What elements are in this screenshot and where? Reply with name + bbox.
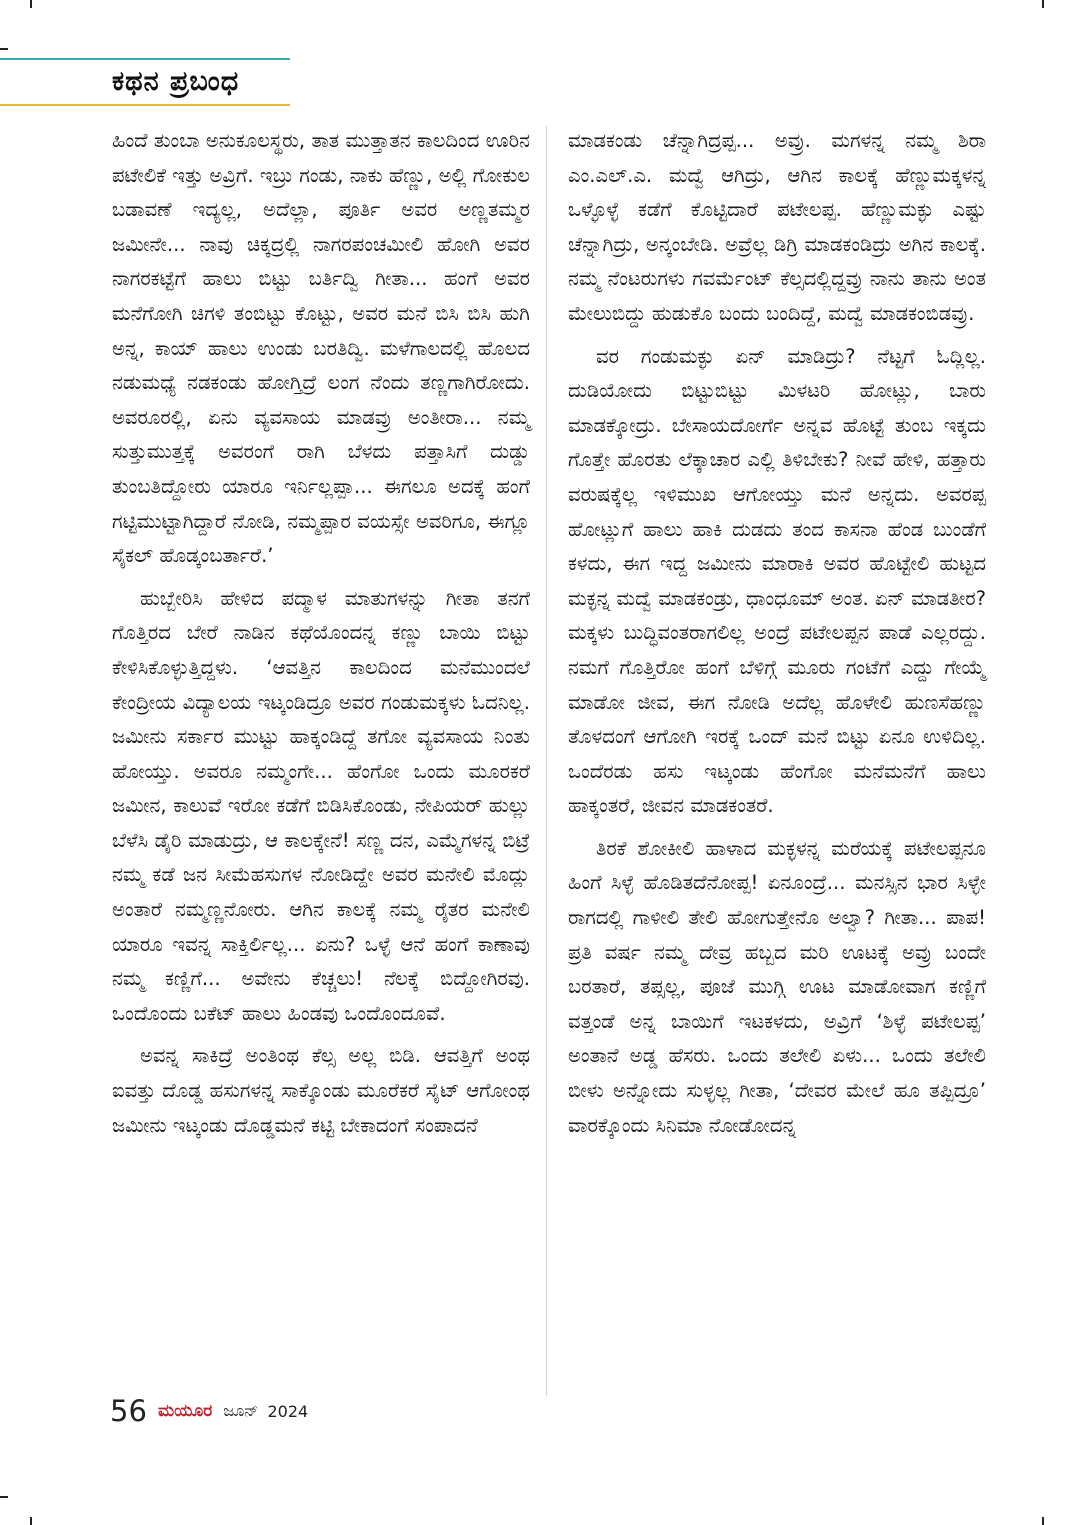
paragraph: ಅವನ್ನ ಸಾಕಿದ್ರೆ ಅಂತಿಂಥ ಕೆಲ್ಸ ಅಲ್ಲ ಬಿಡಿ. ಆವತ್ತಿಗೆ ಅಂಥ ಐವತ್ತು ದೊಡ್ಡ ಹಸುಗಳನ್ನ ಸಾಕ್ಕೊಂಡು ಮೂರೆಕರೆ ಸೈಟ್ ಆಗೋಂಥ ಜಮೀನು ಇಟ್ಕಂಡು ದೊಡ್ಡಮನೆ ಕಟ್ಟಿ ಬೇಕಾದಂಗೆ ಸಂಪಾದನೆ xyxy=(112,1044,530,1137)
paragraph: ವರ ಗಂಡುಮಕ್ಳು ಏನ್ ಮಾಡಿದ್ರು? ನೆಟ್ಟಗೆ ಓದ್ಲಿಲ್ಲ. ದುಡಿಯೋದು ಬಿಟ್ಟುಬಿಟ್ಟು ಮಿಳಟರಿ ಹೋಟ್ಲು, ಬಾರು ಮಾಡಕ್ಕೋದ್ರು. ಬೇಸಾಯದೋರ್ಗೆ ಅನ್ನವ ಹೊಟ್ಟೆ ತುಂಬ ಇಕ್ಕದು ಗೊತ್ತೇ ಹೊರತು ಲೆಕ್ಕಾಚಾರ ಎಲ್ಲಿ ತಿಳಿಬೇಕು? ನೀವೆ ಹೇಳಿ, ಹತ್ತಾರು ವರುಷಕ್ಕೆಲ್ಲ ಇಳಿಮುಖ ಆಗೋಯ್ತು ಮನೆ ಅನ್ನದು. ಅವರಪ್ಪ ಹೋಟ್ಲುಗೆ ಹಾಲು ಹಾಕಿ ದುಡದು ತಂದ ಕಾಸನಾ ಹೆಂಡ ಬುಂಡೆಗೆ ಕಳದು, ಈಗ ಇದ್ದ ಜಮೀನು ಮಾರಾಕಿ ಅವರ ಹೊಟ್ಟೇಲಿ ಹುಟ್ಟದ ಮಕ್ಳನ್ನ ಮದ್ವೆ ಮಾಡಕಂಡ್ರು, ಧಾಂಧೂಮ್ ಅಂತ. ಏನ್ ಮಾಡತೀರ? ಮಕ್ಕಳು ಬುದ್ಧಿವಂತರಾಗಲಿಲ್ಲ ಅಂದ್ರೆ ಪಟೇಲಪ್ಪನ ಪಾಡೆ ಎಲ್ಲರದ್ದು. ನಮಗೆ ಗೊತ್ತಿರೋ ಹಂಗೆ ಬೆಳಿಗ್ಗೆ ಮೂರು ಗಂಟೆಗೆ ಎದ್ದು ಗೇಯ್ಮೆ ಮಾಡೋ ಜೀವ, ಈಗ ನೋಡಿ ಅದೆಲ್ಲ ಹೊಳೇಲಿ ಹುಣಸೆಹಣ್ಣು ತೊಳದಂಗೆ ಆಗೋಗಿ ಇರಕ್ಕೆ ಒಂದ್ ಮನೆ ಬಿಟ್ಟು ಏನೂ ಉಳಿದಿಲ್ಲ. ಒಂದೆರಡು ಹಸು ಇಟ್ಕಂಡು ಹೆಂಗೋ ಮನೆಮನೆಗೆ ಹಾಲು ಹಾಕ್ಕಂತರೆ, ಜೀವನ ಮಾಡಕಂತರೆ. xyxy=(568,344,986,818)
crop-mark-bottom-left xyxy=(0,1496,8,1498)
section-title: ಕಥನ ಪ್ರಬಂಧ xyxy=(112,66,240,97)
column-divider xyxy=(546,126,547,1396)
issue-month: ಜೂನ್ xyxy=(223,1401,259,1420)
page-footer xyxy=(110,1394,308,1428)
magazine-logo: ಮಯೂರ xyxy=(158,1401,213,1421)
paragraph: ಹುಬ್ಬೇರಿಸಿ ಹೇಳಿದ ಪದ್ಮಾಳ ಮಾತುಗಳನ್ನು ಗೀತಾ ತನಗೆ ಗೊತ್ತಿರದ ಬೇರೆ ನಾಡಿನ ಕಥೆಯೊಂದನ್ನ ಕಣ್ಣು ಬಾಯಿ ಬಿಟ್ಟು ಕೇಳಿಸಿಕೊಳ್ಳುತ್ತಿದ್ದಳು. ‘ಆವತ್ತಿನ ಕಾಲದಿಂದ ಮನೆಮುಂದಲೆ ಕೇಂದ್ರೀಯ ವಿದ್ಯಾಲಯ ಇಟ್ಕಂಡಿದ್ರೂ ಅವರ ಗಂಡುಮಕ್ಕಳು ಓದನಿಲ್ಲ. ಜಮೀನು ಸರ್ಕಾರ ಮುಟ್ಟು ಹಾಕ್ಕಂಡಿದ್ದೆ ತಗೋ ವ್ಯವಸಾಯ ನಿಂತು ಹೋಯ್ತು. ಅವರೂ ನಮ್ಮಂಗೇ... ಹೆಂಗೋ ಒಂದು ಮೂರಕರೆ ಜಮೀನ, ಕಾಲುವೆ ಇರೋ ಕಡೆಗೆ ಬಿಡಿಸಿಕೊಂಡು, ನೇಪಿಯರ್ ಹುಲ್ಲು ಬೆಳೆಸಿ ಡೈರಿ ಮಾಡುದ್ರು, ಆ ಕಾಲಕ್ಕೇನೆ! ಸಣ್ಣ ದನ, ಎಮ್ಮೆಗಳನ್ನ ಬಿಟ್ರೆ ನಮ್ಮ ಕಡೆ ಜನ ಸೀಮೆಹಸುಗಳ ನೋಡಿದ್ದೇ ಅವರ ಮನೇಲಿ ಮೊದ್ಲು ಅಂತಾರೆ ನಮ್ಮಣ್ಣನೋರು. ಆಗಿನ ಕಾಲಕ್ಕೆ ನಮ್ಮ ರೈತರ ಮನೇಲಿ ಯಾರೂ ಇವನ್ನ ಸಾಕ್ತಿರ್ಲಿಲ್ಲ... ಏನು? ಒಳ್ಳೆ ಆನೆ ಹಂಗೆ ಕಾಣಾವು ನಮ್ಮ ಕಣ್ಣಿಗೆ... ಅವೇನು ಕೆಚ್ಚಲು! ನೆಲಕ್ಕೆ ಬಿದ್ದೋಗಿರವು. ಒಂದೊಂದು ಬಕೆಟ್ ಹಾಲು ಹಿಂಡವು ಒಂದೊಂದೂವೆ. xyxy=(112,586,530,1025)
page-number: 56 xyxy=(110,1394,147,1428)
crop-mark-bottom-right-v xyxy=(1042,1517,1044,1525)
paragraph: ತಿರಕೆ ಶೋಕೀಲಿ ಹಾಳಾದ ಮಕ್ಳಳನ್ನ ಮರೆಯಕ್ಕೆ ಪಟೇಲಪ್ಪನೂ ಹಿಂಗೆ ಸಿಳ್ಳೆ ಹೊಡಿತದೆನೋಪ್ಪ! ಏನೂಂದ್ರೆ... ಮನಸ್ಸಿನ ಭಾರ ಸಿಳ್ಳೇ ರಾಗದಲ್ಲಿ ಗಾಳೀಲಿ ತೇಲಿ ಹೋಗುತ್ತೇನೊ ಅಲ್ವಾ? ಗೀತಾ... ಪಾಪ! ಪ್ರತಿ ವರ್ಷ ನಮ್ಮ ದೇವ್ರ ಹಬ್ಬದ ಮರಿ ಊಟಕ್ಕೆ ಅವ್ರು ಬಂದೇ ಬರತಾರೆ, ತಪ್ಸಲ್ಲ, ಪೂಜೆ ಮುಗ್ಗಿ ಊಟ ಮಾಡೋವಾಗ ಕಣ್ಣಿಗೆ ವತ್ತಂಡೆ ಅನ್ನ ಬಾಯಿಗೆ ಇಟಕಳದು, ಅವ್ರಿಗೆ ‘ಶಿಳ್ಳೆ ಪಟೇಲಪ್ಪ’ ಅಂತಾನೆ ಅಡ್ಡ ಹೆಸರು. ಒಂದು ತಲೇಲಿ ಏಳು... ಒಂದು ತಲೇಲಿ ಬೀಳು ಅನ್ನೋದು ಸುಳ್ಳಲ್ಲ ಗೀತಾ, ‘ದೇವರ ಮೇಲೆ ಹೂ ತಪ್ಪಿದ್ರೂ’ ವಾರಕ್ಕೊಂದು ಸಿನಿಮಾ ನೋಡೋದನ್ನ xyxy=(568,836,986,1137)
crop-mark-top-right-v xyxy=(1042,0,1044,8)
article-column-right xyxy=(568,124,986,1151)
paragraph: ಮಾಡಕಂಡು ಚೆನ್ನಾಗಿದ್ರಪ್ಪ... ಅವ್ರು. ಮಗಳನ್ನ ನಮ್ಮ ಶಿರಾ ಎಂ.ಎಲ್.ಎ. ಮದ್ವೆ ಆಗಿದ್ರು, ಆಗಿನ ಕಾಲಕ್ಕೆ ಹೆಣ್ಣುಮಕ್ಕಳನ್ನ ಒಳ್ಳೊಳ್ಳೆ ಕಡೆಗೆ ಕೊಟ್ಟಿದಾರೆ ಪಟೇಲಪ್ಪ. ಹೆಣ್ಣುಮಕ್ಳು ಎಷ್ಟು ಚೆನ್ನಾಗಿದ್ರು, ಅನ್ಕಂಬೇಡಿ. ಅವ್ರೆಲ್ಲ ಡಿಗ್ರಿ ಮಾಡಕಂಡಿದ್ರು ಅಗಿನ ಕಾಲಕ್ಕೆ. ನಮ್ಮ ನೆಂಟರುಗಳು ಗವರ್ಮೆಂಟ್ ಕೆಲ್ಸದಲ್ಲಿದ್ದವ್ರು ನಾನು ತಾನು ಅಂತ ಮೇಲುಬಿದ್ದು ಹುಡುಕೊ ಬಂದು ಬಂದಿದ್ದೆ, ಮದ್ವೆ ಮಾಡಕಂಬಿಡವ್ರು. xyxy=(568,129,986,325)
crop-mark-top-left-v xyxy=(30,0,32,8)
section-rule-bottom xyxy=(0,104,290,106)
article-column-left xyxy=(112,124,530,1151)
section-rule-top xyxy=(0,58,290,60)
paragraph: ಹಿಂದೆ ತುಂಬಾ ಅನುಕೂಲಸ್ಥರು, ತಾತ ಮುತ್ತಾತನ ಕಾಲದಿಂದ ಊರಿನ ಪಟೇಲಿಕೆ ಇತ್ತು ಅವ್ರಿಗೆ. ಇಬ್ರು ಗಂಡು, ನಾಕು ಹೆಣ್ಣು, ಅಲ್ಲಿ ಗೋಕುಲ ಬಡಾವಣೆ ಇದ್ಯಲ್ಲ, ಅದೆಲ್ಲಾ, ಪೂರ್ತಿ ಅವರ ಅಣ್ಣತಮ್ಮರ ಜಮೀನೇ... ನಾವು ಚಿಕ್ಕದ್ರಲ್ಲಿ ನಾಗರಪಂಚಮೀಲಿ ಹೋಗಿ ಅವರ ನಾಗರಕಟ್ಟೆಗೆ ಹಾಲು ಬಿಟ್ಟು ಬರ್ತಿದ್ವಿ ಗೀತಾ... ಹಂಗೆ ಅವರ ಮನೆಗೋಗಿ ಚಿಗಳಿ ತಂಬಿಟ್ಟು ಕೊಟ್ಟು, ಅವರ ಮನೆ ಬಿಸಿ ಬಿಸಿ ಹುಗಿ ಅನ್ನ, ಕಾಯ್ ಹಾಲು ಉಂಡು ಬರತಿದ್ವಿ. ಮಳೆಗಾಲದಲ್ಲಿ ಹೊಲದ ನಡುಮಧ್ಯೆ ನಡಕಂಡು ಹೋಗ್ತಿದ್ರೆ ಲಂಗ ನೆಂದು ತಣ್ಣಗಾಗಿರೋದು. ಅವರೂರಲ್ಲಿ, ಏನು ವ್ಯವಸಾಯ ಮಾಡವ್ರು ಅಂತೀರಾ... ನಮ್ಮ ಸುತ್ತುಮುತ್ತಕ್ಕೆ ಅವರಂಗೆ ರಾಗಿ ಬೆಳದು ಪತ್ತಾಸಿಗೆ ದುಡ್ಡು ತುಂಬತಿದ್ದೋರು ಯಾರೂ ಇರ್ನಿಲ್ಲಪ್ಪಾ... ಈಗಲೂ ಅದಕ್ಕೆ ಹಂಗೆ ಗಟ್ಟಿಮುಟ್ಟಾಗಿದ್ದಾರೆ ನೋಡಿ, ನಮ್ಮಪ್ಪಾರ ವಯಸ್ಸೇ ಅವರಿಗೂ, ಈಗ್ಲೂ ಸೈಕಲ್ ಹೊಡ್ಕಂಬರ್ತಾರೆ.’ xyxy=(112,129,530,568)
crop-mark-bottom-left-v xyxy=(30,1517,32,1525)
issue-year: 2024 xyxy=(267,1401,309,1421)
crop-mark-top-left xyxy=(0,48,8,50)
